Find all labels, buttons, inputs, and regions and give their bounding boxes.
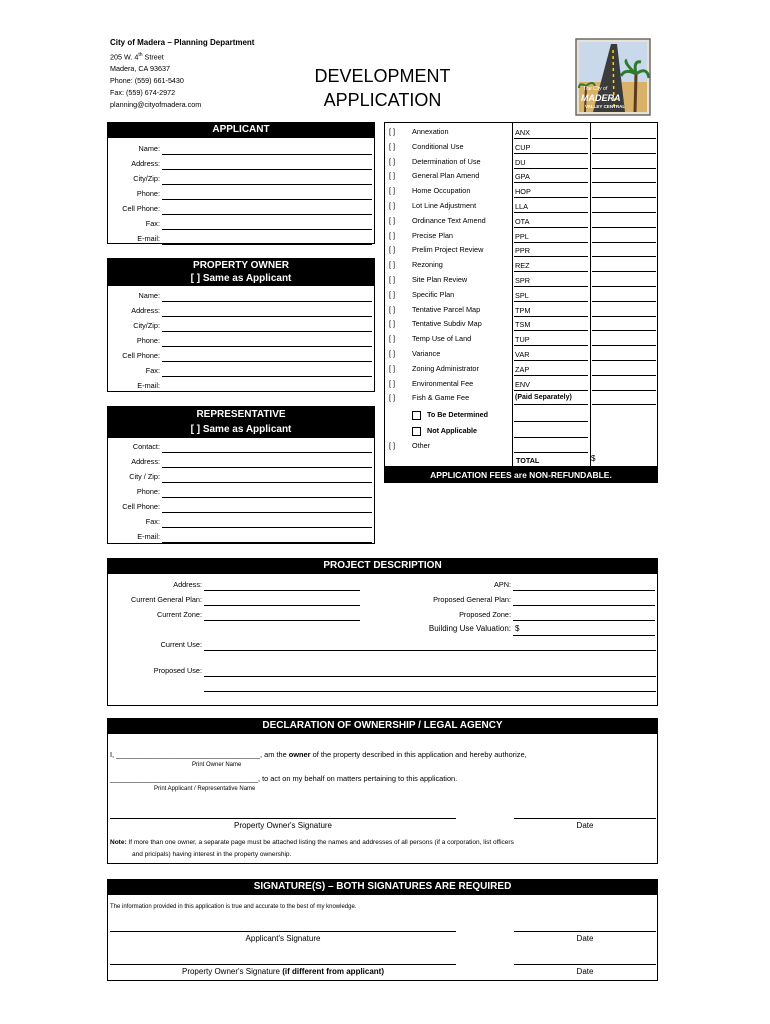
- application-type-checkbox[interactable]: [ ]: [389, 171, 396, 181]
- application-type-checkbox[interactable]: [ ]: [389, 215, 396, 225]
- application-code-line: [514, 153, 588, 154]
- application-type-name: Tentative Parcel Map: [412, 304, 481, 314]
- representative-field[interactable]: [162, 527, 372, 528]
- application-code-line: [514, 301, 588, 302]
- representative-field[interactable]: [162, 482, 372, 483]
- application-type-code: CUP: [515, 142, 531, 152]
- application-code-line: [514, 197, 588, 198]
- application-fee-field[interactable]: [592, 330, 656, 331]
- application-code-line: [514, 330, 588, 331]
- logo-main-text: MADERA: [581, 93, 621, 103]
- application-code-line: [514, 390, 588, 391]
- application-fee-field[interactable]: [592, 227, 656, 228]
- application-type-name: Lot Line Adjustment: [412, 201, 477, 210]
- representative-field[interactable]: [162, 542, 372, 543]
- applicant-header: APPLICANT: [107, 122, 375, 138]
- owner-label: Fax:: [145, 366, 160, 375]
- applicant-label: Fax:: [145, 219, 160, 228]
- current-gp-field[interactable]: [204, 605, 360, 606]
- application-code-line: [514, 212, 588, 213]
- applicant-field[interactable]: [162, 229, 372, 230]
- application-type-checkbox[interactable]: [ ]: [389, 378, 396, 388]
- owner-label: City/Zip:: [133, 321, 160, 330]
- owner-field[interactable]: [162, 346, 372, 347]
- application-type-name: Annexation: [412, 127, 449, 136]
- application-type-name: Variance: [412, 349, 441, 358]
- total-dollar: $: [591, 454, 596, 463]
- proposed-zone-label: Proposed Zone:: [459, 610, 511, 619]
- representative-label: Fax:: [145, 517, 160, 526]
- application-type-code: TUP: [515, 335, 530, 345]
- application-fee-field[interactable]: [592, 301, 656, 302]
- application-type-code: TSM: [515, 320, 531, 330]
- dept-email: planning@cityofmadera.com: [110, 100, 202, 109]
- applicant-field[interactable]: [162, 199, 372, 200]
- application-type-checkbox[interactable]: [ ]: [389, 245, 396, 255]
- application-fee-field[interactable]: [592, 345, 656, 346]
- application-type-code: DU: [515, 157, 526, 167]
- owner-same-as-applicant[interactable]: [ ] Same as Applicant: [190, 273, 292, 284]
- print-applicant-name-caption: Print Applicant / Representative Name: [154, 786, 256, 792]
- applicant-field[interactable]: [162, 244, 372, 245]
- application-type-name: Rezoning: [412, 260, 443, 270]
- application-type-name: General Plan Amend: [412, 171, 480, 181]
- page-title: DEVELOPMENT APPLICATION: [314, 66, 451, 110]
- application-type-checkbox[interactable]: [ ]: [389, 201, 396, 210]
- representative-field[interactable]: [162, 467, 372, 468]
- application-type-code: TPM: [515, 305, 531, 315]
- application-fee-field[interactable]: [592, 404, 656, 405]
- application-fee-field[interactable]: [592, 375, 656, 376]
- to-be-determined-option[interactable]: To Be Determined: [412, 410, 488, 420]
- application-fee-field[interactable]: [592, 168, 656, 169]
- application-type-checkbox[interactable]: [ ]: [389, 349, 396, 358]
- application-code-line: [514, 227, 588, 228]
- owner-field[interactable]: [162, 361, 372, 362]
- apn-label: APN:: [493, 580, 511, 589]
- dept-fax: Fax: (559) 674-2972: [110, 88, 176, 97]
- application-fee-field[interactable]: [592, 271, 656, 272]
- logo-small-text: The City of: [583, 86, 608, 92]
- applicant-field[interactable]: [162, 214, 372, 215]
- other-line: [514, 452, 588, 453]
- application-type-code: GPA: [515, 172, 530, 182]
- not-applicable-option[interactable]: Not Applicable: [412, 426, 477, 436]
- proposed-gp-label: Proposed General Plan:: [433, 595, 511, 604]
- applicant-label: Address:: [131, 159, 160, 168]
- signatures-statement: The information provided in this application is true and accurate to the best of my knowledge.: [110, 904, 357, 910]
- application-type-checkbox[interactable]: [ ]: [389, 334, 396, 344]
- application-type-name: Prelim Project Review: [412, 245, 484, 255]
- signatures-header: SIGNATURE(S) – BOTH SIGNATURES ARE REQUIRED: [107, 879, 658, 895]
- application-fee-field[interactable]: [592, 286, 656, 287]
- representative-label: Phone:: [136, 487, 160, 496]
- valuation-field[interactable]: [513, 635, 655, 636]
- application-type-code: ZAP: [515, 364, 530, 374]
- owner-field[interactable]: [162, 331, 372, 332]
- application-code-line: [514, 316, 588, 317]
- na-checkbox: [412, 427, 421, 436]
- application-fee-field[interactable]: [592, 153, 656, 154]
- apn-field[interactable]: [513, 590, 655, 591]
- tbd-checkbox: [412, 411, 421, 420]
- current-zone-label: Current Zone:: [156, 610, 202, 619]
- application-type-name: Site Plan Review: [412, 275, 468, 284]
- divider-vertical-1: [512, 122, 513, 467]
- application-type-code: SPL: [515, 290, 529, 300]
- representative-label: City / Zip:: [129, 472, 160, 481]
- current-use-label: Current Use:: [160, 640, 202, 649]
- owner-label: Cell Phone:: [122, 351, 160, 360]
- representative-field[interactable]: [162, 512, 372, 513]
- representative-same-as-applicant[interactable]: [ ] Same as Applicant: [190, 424, 292, 435]
- application-type-checkbox[interactable]: [ ]: [389, 319, 396, 329]
- application-fee-field[interactable]: [592, 212, 656, 213]
- applicant-label: E-mail:: [137, 234, 160, 243]
- property-owner-signature-caption: Property Owner's Signature (if different from applicant): [181, 967, 385, 976]
- application-type-code: LLA: [515, 202, 528, 211]
- declaration-note-cont: and pricipals) having interest in the property ownership.: [132, 851, 292, 858]
- representative-header: [107, 406, 375, 438]
- application-type-checkbox[interactable]: [ ]: [389, 304, 396, 314]
- application-type-name: Zoning Administrator: [412, 363, 479, 373]
- proposed-gp-field[interactable]: [513, 605, 655, 606]
- application-type-code: SPR: [515, 276, 531, 285]
- application-type-checkbox[interactable]: [ ]: [389, 393, 396, 403]
- application-fee-field[interactable]: [592, 182, 656, 183]
- declaration-line-1: I, ___________________________________, am the owner of the property described in this application and hereby authorize,: [110, 750, 527, 759]
- application-code-line: [514, 168, 588, 169]
- application-type-checkbox[interactable]: [ ]: [389, 363, 396, 373]
- application-type-code: ENV: [515, 379, 531, 389]
- application-type-name: Specific Plan: [412, 289, 455, 299]
- print-owner-name-caption: Print Owner Name: [192, 762, 242, 768]
- application-fee-field[interactable]: [592, 316, 656, 317]
- application-type-code: (Paid Separately): [515, 394, 572, 402]
- application-code-line: [514, 242, 588, 243]
- representative-label: Address:: [131, 457, 160, 466]
- application-type-name: Ordinance Text Amend: [412, 215, 486, 225]
- owner-field[interactable]: [162, 391, 372, 392]
- owner-field[interactable]: [162, 376, 372, 377]
- application-code-line: [514, 345, 588, 346]
- owner-date-caption: Date: [576, 967, 594, 976]
- applicant-field[interactable]: [162, 184, 372, 185]
- valuation-label: Building Use Valuation:: [428, 624, 511, 633]
- application-type-name: Fish & Game Fee: [412, 393, 470, 403]
- declaration-line-2: ____________________________________, to act on my behalf on matters pertaining to this application.: [110, 774, 458, 783]
- dept-phone: Phone: (559) 661-5430: [110, 76, 184, 85]
- proposed-use-field-2[interactable]: [204, 691, 656, 692]
- application-code-line: [514, 182, 588, 183]
- application-type-name: Determination of Use: [412, 156, 481, 166]
- application-type-checkbox[interactable]: [ ]: [389, 141, 396, 151]
- logo-sub-text: VALLEY CENTRAL: [585, 104, 626, 109]
- proposed-use-field-1[interactable]: [204, 676, 656, 677]
- declaration-header: DECLARATION OF OWNERSHIP / LEGAL AGENCY: [107, 718, 658, 734]
- applicant-label: City/Zip:: [133, 174, 160, 183]
- application-type-code: PPL: [515, 231, 529, 241]
- declaration-date-caption: Date: [576, 821, 594, 830]
- application-fee-field[interactable]: [592, 256, 656, 257]
- application-code-line: [514, 271, 588, 272]
- proposed-use-label: Proposed Use:: [153, 666, 202, 675]
- application-fee-field[interactable]: [592, 138, 656, 139]
- application-type-checkbox[interactable]: [ ]: [389, 275, 396, 284]
- application-type-code: VAR: [515, 350, 530, 359]
- application-code-line: [514, 375, 588, 376]
- owner-field[interactable]: [162, 301, 372, 302]
- current-use-field[interactable]: [204, 650, 656, 651]
- application-type-checkbox[interactable]: [ ]: [389, 156, 396, 166]
- applicant-signature-field[interactable]: [110, 931, 456, 932]
- owner-date-field[interactable]: [514, 964, 656, 965]
- representative-field[interactable]: [162, 497, 372, 498]
- application-fee-field[interactable]: [592, 197, 656, 198]
- applicant-field[interactable]: [162, 169, 372, 170]
- application-fee-field[interactable]: [592, 360, 656, 361]
- representative-field[interactable]: [162, 452, 372, 453]
- total-label: TOTAL: [516, 456, 540, 465]
- application-type-checkbox[interactable]: [ ]: [389, 289, 396, 299]
- application-type-code: PPR: [515, 246, 531, 256]
- application-code-line: [514, 286, 588, 287]
- na-line: [514, 437, 588, 438]
- other-label: Other: [412, 441, 430, 450]
- other-bracket[interactable]: [ ]: [389, 441, 396, 450]
- current-gp-label: Current General Plan:: [131, 595, 202, 604]
- owner-signature-caption: Property Owner's Signature: [233, 821, 332, 830]
- owner-field[interactable]: [162, 316, 372, 317]
- applicant-label: Phone:: [136, 189, 160, 198]
- representative-label: Contact:: [132, 442, 160, 451]
- application-type-checkbox[interactable]: [ ]: [389, 127, 396, 136]
- application-type-name: Home Occupation: [412, 186, 471, 196]
- representative-label: E-mail:: [137, 532, 160, 541]
- application-fee-field[interactable]: [592, 242, 656, 243]
- applicant-label: Name:: [138, 144, 160, 153]
- project-address-label: Address:: [173, 580, 202, 589]
- application-type-checkbox[interactable]: [ ]: [389, 260, 396, 270]
- application-code-line: [514, 360, 588, 361]
- application-type-name: Environmental Fee: [412, 378, 474, 388]
- application-code-line: [514, 404, 588, 405]
- application-type-name: Tentative Subdiv Map: [412, 319, 482, 329]
- representative-title: REPRESENTATIVE: [196, 409, 286, 420]
- property-owner-signature-field[interactable]: [110, 964, 456, 965]
- applicant-label: Cell Phone:: [122, 204, 160, 213]
- application-type-code: REZ: [515, 261, 530, 271]
- application-code-line: [514, 138, 588, 139]
- owner-title: PROPERTY OWNER: [193, 260, 289, 271]
- fees-note: APPLICATION FEES are NON-REFUNDABLE.: [384, 467, 658, 483]
- owner-label: E-mail:: [137, 381, 160, 390]
- application-type-name: Conditional Use: [412, 141, 464, 151]
- valuation-dollar: $: [515, 624, 520, 633]
- owner-label: Name:: [138, 291, 160, 300]
- applicant-date-caption: Date: [576, 934, 594, 943]
- owner-label: Address:: [131, 306, 160, 315]
- city-logo: [575, 38, 651, 116]
- org-name: City of Madera – Planning Department: [110, 38, 255, 47]
- street-address: 205 W. 4th Street: [110, 52, 164, 62]
- application-type-code: OTA: [515, 216, 530, 226]
- application-type-name: Temp Use of Land: [412, 334, 472, 344]
- application-type-code: HOP: [515, 187, 531, 197]
- applicant-field[interactable]: [162, 154, 372, 155]
- application-code-line: [514, 256, 588, 257]
- project-header: PROJECT DESCRIPTION: [107, 558, 658, 574]
- application-fee-field[interactable]: [592, 390, 656, 391]
- application-type-checkbox[interactable]: [ ]: [389, 230, 396, 240]
- application-type-code: ANX: [515, 128, 531, 137]
- project-address-field[interactable]: [204, 590, 360, 591]
- city-state-zip: Madera, CA 93637: [110, 64, 170, 73]
- owner-label: Phone:: [136, 336, 160, 345]
- divider-vertical-2: [590, 122, 591, 467]
- declaration-note: Note: If more than one owner, a separate page must be attached listing the names and addresses of all persons (if a corporation, list officers: [110, 839, 514, 846]
- owner-header: [107, 258, 375, 286]
- tbd-line: [514, 421, 588, 422]
- owner-signature-field[interactable]: [110, 818, 456, 819]
- representative-label: Cell Phone:: [122, 502, 160, 511]
- applicant-signature-caption: Applicant's Signature: [245, 934, 321, 943]
- application-type-name: Precise Plan: [412, 230, 453, 240]
- current-zone-field[interactable]: [204, 620, 360, 621]
- application-type-checkbox[interactable]: [ ]: [389, 186, 396, 196]
- declaration-date-field[interactable]: [514, 818, 656, 819]
- proposed-zone-field[interactable]: [513, 620, 655, 621]
- applicant-date-field[interactable]: [514, 931, 656, 932]
